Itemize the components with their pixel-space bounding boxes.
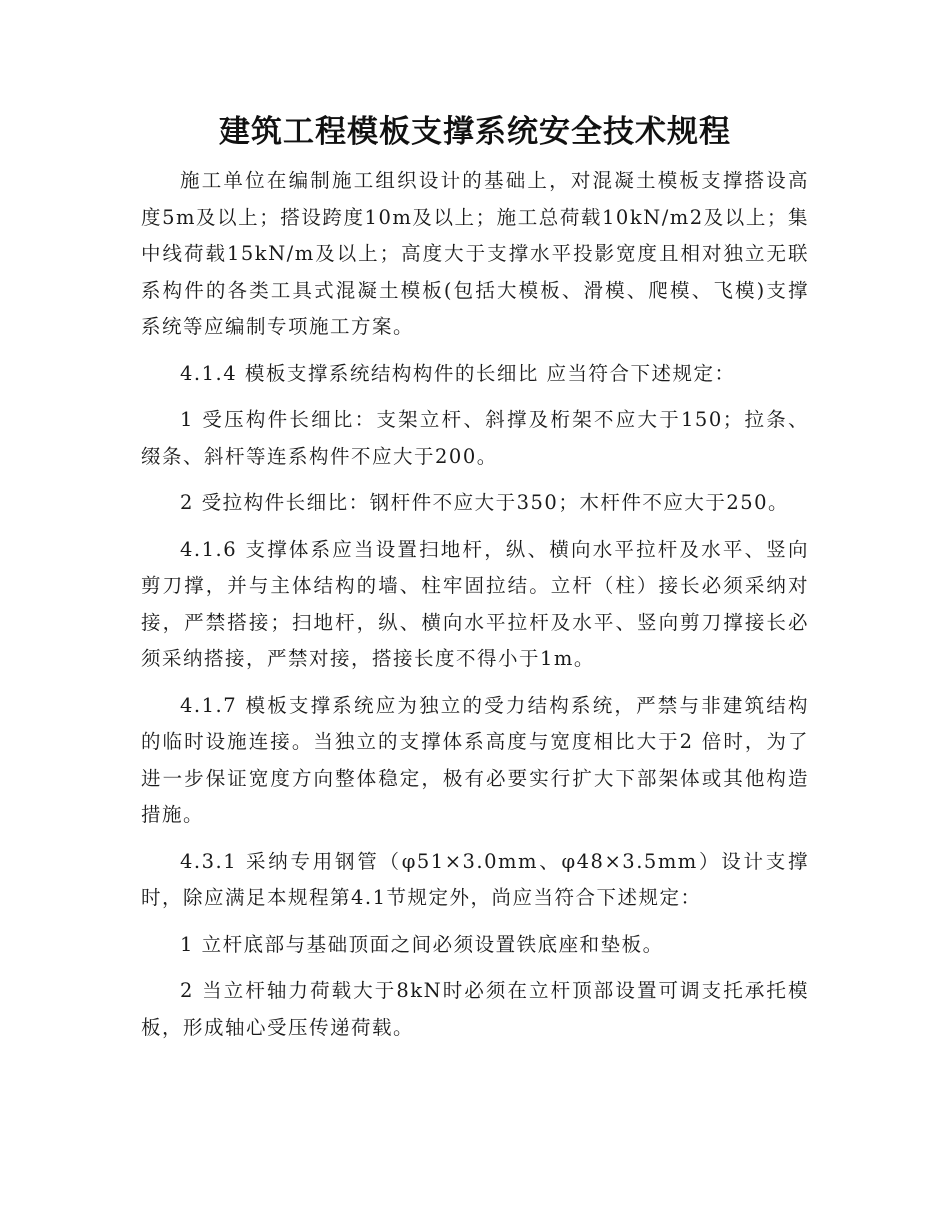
paragraph-4-3-1: 4.3.1 采纳专用钢管（φ51×3.0mm、φ48×3.5mm）设计支撑时，除应满足本规程第4.1节规定外，尚应当符合下述规定： [141,849,809,909]
paragraph-intro: 施工单位在编制施工组织设计的基础上，对混凝土模板支撑搭设高度5m及以上；搭设跨度10m及以上；施工总荷载10kN/m2及以上；集中线荷载15kN/m及以上；高度大于支撑水平投影宽度且相对独立无联系构件的各类工具式混凝土模板(包括大模板、滑模、爬模、飞模)支撑系统等应编制专项施工方案。 [141,169,809,338]
paragraph-4-1-6: 4.1.6 支撑体系应当设置扫地杆，纵、横向水平拉杆及水平、竖向剪刀撑，并与主体结构的墙、柱牢固拉结。立杆（柱）接长必须采纳对接，严禁搭接；扫地杆，纵、横向水平拉杆及水平、竖向剪刀撑接长必须采纳搭接，严禁对接，搭接长度不得小于1m。 [141,537,809,670]
paragraph-4-1-7: 4.1.7 模板支撑系统应为独立的受力结构系统，严禁与非建筑结构的临时设施连接。当独立的支撑体系高度与宽度相比大于2 倍时，为了进一步保证宽度方向整体稳定，极有必要实行扩大下部架体或其他构造措施。 [141,693,809,826]
document-title: 建筑工程模板支撑系统安全技术规程 [219,114,731,150]
paragraph-4-1-4: 4.1.4 模板支撑系统结构构件的长细比 应当符合下述规定： [180,361,736,385]
paragraph-4-3-1-item-1: 1 立杆底部与基础顶面之间必须设置铁底座和垫板。 [180,932,664,956]
paragraph-4-1-4-item-1: 1 受压构件长细比：支架立杆、斜撑及桁架不应大于150；拉条、缀条、斜杆等连系构件不应大于200。 [141,408,809,468]
document-body [141,163,809,1056]
paragraph-4-1-4-item-2: 2 受拉构件长细比：钢杆件不应大于350；木杆件不应大于250。 [180,491,790,514]
paragraph-4-3-1-item-2: 2 当立杆轴力荷载大于8kN时必须在立杆顶部设置可调支托承托模板，形成轴心受压传递荷载。 [141,979,809,1039]
